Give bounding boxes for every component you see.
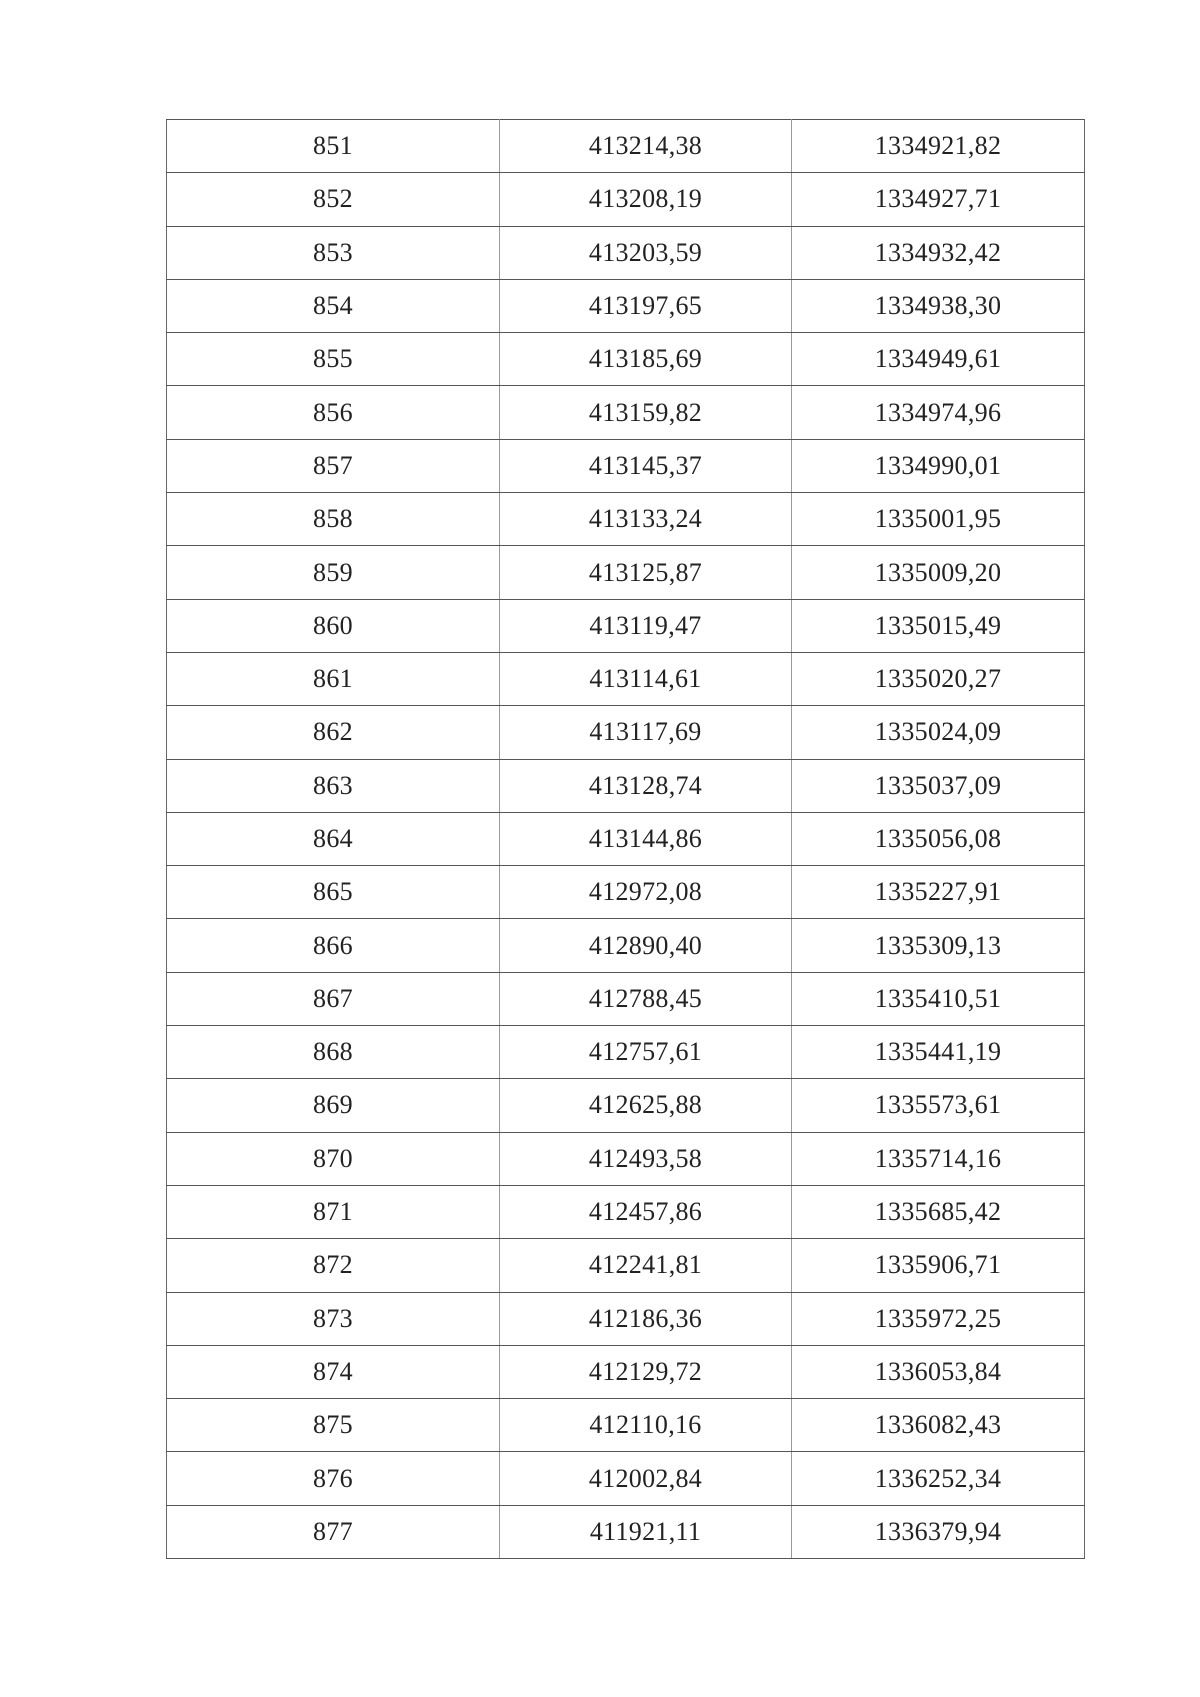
y-coordinate-cell: 1335020,27	[792, 652, 1085, 705]
y-coordinate-cell: 1335309,13	[792, 919, 1085, 972]
table-row	[167, 493, 1085, 546]
y-coordinate-cell: 1334974,96	[792, 386, 1085, 439]
table-row	[167, 386, 1085, 439]
table-row	[167, 1345, 1085, 1398]
x-coordinate-cell: 412757,61	[500, 1026, 792, 1079]
table-row	[167, 812, 1085, 865]
y-coordinate-cell: 1335056,08	[792, 812, 1085, 865]
x-coordinate-cell: 413114,61	[500, 652, 792, 705]
point-number-cell: 863	[167, 759, 500, 812]
point-number-cell: 859	[167, 546, 500, 599]
table-row	[167, 439, 1085, 492]
table-row	[167, 866, 1085, 919]
x-coordinate-cell: 413208,19	[500, 173, 792, 226]
y-coordinate-cell: 1335015,49	[792, 599, 1085, 652]
x-coordinate-cell: 413144,86	[500, 812, 792, 865]
x-coordinate-cell: 412890,40	[500, 919, 792, 972]
table-row	[167, 599, 1085, 652]
table-row	[167, 759, 1085, 812]
point-number-cell: 877	[167, 1505, 500, 1558]
y-coordinate-cell: 1334921,82	[792, 120, 1085, 173]
table-row	[167, 1239, 1085, 1292]
x-coordinate-cell: 413133,24	[500, 493, 792, 546]
y-coordinate-cell: 1335227,91	[792, 866, 1085, 919]
point-number-cell: 865	[167, 866, 500, 919]
y-coordinate-cell: 1336379,94	[792, 1505, 1085, 1558]
x-coordinate-cell: 412186,36	[500, 1292, 792, 1345]
point-number-cell: 874	[167, 1345, 500, 1398]
table-row	[167, 1026, 1085, 1079]
x-coordinate-cell: 412625,88	[500, 1079, 792, 1132]
x-coordinate-cell: 412129,72	[500, 1345, 792, 1398]
point-number-cell: 872	[167, 1239, 500, 1292]
point-number-cell: 868	[167, 1026, 500, 1079]
y-coordinate-cell: 1335685,42	[792, 1185, 1085, 1238]
x-coordinate-cell: 413214,38	[500, 120, 792, 173]
table-row	[167, 333, 1085, 386]
x-coordinate-cell: 412241,81	[500, 1239, 792, 1292]
point-number-cell: 875	[167, 1399, 500, 1452]
y-coordinate-cell: 1334938,30	[792, 279, 1085, 332]
table-row	[167, 1185, 1085, 1238]
table-row	[167, 919, 1085, 972]
coordinates-table-body	[167, 120, 1085, 1559]
point-number-cell: 853	[167, 226, 500, 279]
y-coordinate-cell: 1335024,09	[792, 706, 1085, 759]
point-number-cell: 854	[167, 279, 500, 332]
table-row	[167, 226, 1085, 279]
table-row	[167, 173, 1085, 226]
table-row	[167, 1399, 1085, 1452]
table-row	[167, 972, 1085, 1025]
table-row	[167, 1505, 1085, 1558]
x-coordinate-cell: 413145,37	[500, 439, 792, 492]
point-number-cell: 867	[167, 972, 500, 1025]
x-coordinate-cell: 413197,65	[500, 279, 792, 332]
y-coordinate-cell: 1334990,01	[792, 439, 1085, 492]
table-row	[167, 1132, 1085, 1185]
point-number-cell: 852	[167, 173, 500, 226]
point-number-cell: 870	[167, 1132, 500, 1185]
table-row	[167, 706, 1085, 759]
x-coordinate-cell: 413185,69	[500, 333, 792, 386]
x-coordinate-cell: 412002,84	[500, 1452, 792, 1505]
y-coordinate-cell: 1335001,95	[792, 493, 1085, 546]
table-row	[167, 279, 1085, 332]
point-number-cell: 861	[167, 652, 500, 705]
y-coordinate-cell: 1336082,43	[792, 1399, 1085, 1452]
x-coordinate-cell: 412110,16	[500, 1399, 792, 1452]
point-number-cell: 871	[167, 1185, 500, 1238]
y-coordinate-cell: 1335714,16	[792, 1132, 1085, 1185]
point-number-cell: 858	[167, 493, 500, 546]
x-coordinate-cell: 413128,74	[500, 759, 792, 812]
y-coordinate-cell: 1334932,42	[792, 226, 1085, 279]
point-number-cell: 856	[167, 386, 500, 439]
y-coordinate-cell: 1335441,19	[792, 1026, 1085, 1079]
point-number-cell: 869	[167, 1079, 500, 1132]
table-row	[167, 1079, 1085, 1132]
table-row	[167, 652, 1085, 705]
y-coordinate-cell: 1335972,25	[792, 1292, 1085, 1345]
x-coordinate-cell: 412972,08	[500, 866, 792, 919]
y-coordinate-cell: 1335573,61	[792, 1079, 1085, 1132]
y-coordinate-cell: 1335037,09	[792, 759, 1085, 812]
x-coordinate-cell: 413117,69	[500, 706, 792, 759]
table-row	[167, 120, 1085, 173]
x-coordinate-cell: 412493,58	[500, 1132, 792, 1185]
point-number-cell: 876	[167, 1452, 500, 1505]
y-coordinate-cell: 1336053,84	[792, 1345, 1085, 1398]
x-coordinate-cell: 411921,11	[500, 1505, 792, 1558]
x-coordinate-cell: 413203,59	[500, 226, 792, 279]
point-number-cell: 873	[167, 1292, 500, 1345]
table-row	[167, 1452, 1085, 1505]
x-coordinate-cell: 412788,45	[500, 972, 792, 1025]
table-row	[167, 1292, 1085, 1345]
y-coordinate-cell: 1335009,20	[792, 546, 1085, 599]
point-number-cell: 855	[167, 333, 500, 386]
point-number-cell: 860	[167, 599, 500, 652]
point-number-cell: 862	[167, 706, 500, 759]
x-coordinate-cell: 413159,82	[500, 386, 792, 439]
x-coordinate-cell: 412457,86	[500, 1185, 792, 1238]
y-coordinate-cell: 1335906,71	[792, 1239, 1085, 1292]
point-number-cell: 857	[167, 439, 500, 492]
x-coordinate-cell: 413125,87	[500, 546, 792, 599]
y-coordinate-cell: 1335410,51	[792, 972, 1085, 1025]
y-coordinate-cell: 1336252,34	[792, 1452, 1085, 1505]
point-number-cell: 864	[167, 812, 500, 865]
table-row	[167, 546, 1085, 599]
y-coordinate-cell: 1334927,71	[792, 173, 1085, 226]
x-coordinate-cell: 413119,47	[500, 599, 792, 652]
point-number-cell: 866	[167, 919, 500, 972]
point-number-cell: 851	[167, 120, 500, 173]
coordinates-table	[166, 119, 1085, 1559]
y-coordinate-cell: 1334949,61	[792, 333, 1085, 386]
